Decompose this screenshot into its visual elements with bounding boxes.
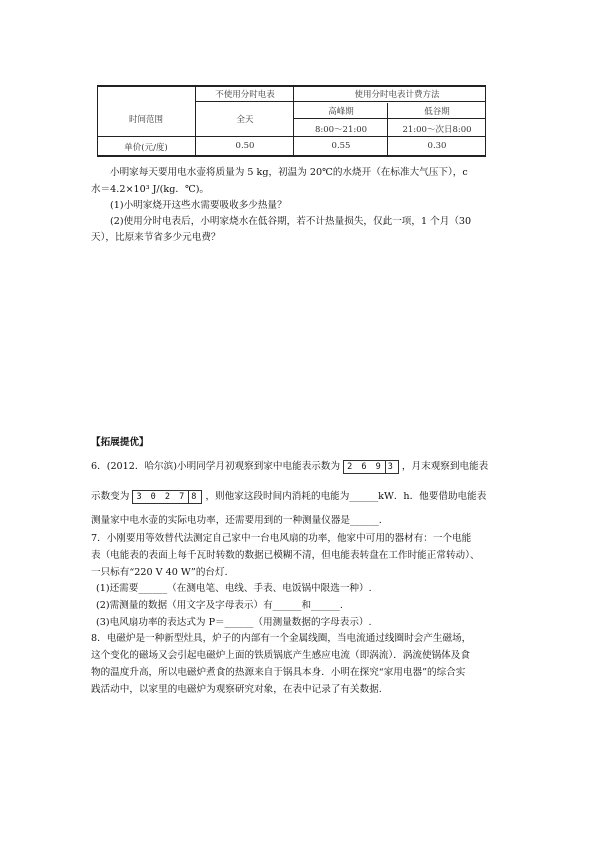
q5-sub1: (1)小明家烧开这些水需要吸收多少热量？ [110, 200, 287, 211]
table-hline-2 [97, 136, 486, 137]
pricing-table [97, 85, 486, 157]
q8-line4: 践活动中，以家里的电磁炉为观察研究对象，在表中记录了有关数据. [91, 684, 382, 695]
q5-sub2b: 天），比原来节省多少元电费？ [91, 232, 221, 243]
q6-text-c: 示数变为 [91, 491, 130, 502]
table-border-top [97, 85, 486, 87]
q8-line1: 8．电磁炉是一种新型灶具，炉子的内部有一个金属线圈，当电流通过线圈时会产生磁场， [91, 633, 472, 644]
row-price-peak: 0.55 [331, 141, 351, 151]
table-vline-3 [387, 103, 388, 157]
q7-sub3: (3)电风扇功率的表达式为 P＝______（用测量数据的字母表示）. [96, 617, 372, 628]
q7-line2: 表（电能表的表面上每千瓦时转数的数据已模糊不清，但电能表转盘在工作时能正常转动）、 [91, 550, 480, 561]
meter-reading-start [343, 460, 399, 474]
header-no-meter: 不使用分时电表 [215, 90, 275, 100]
table-border-bottom [97, 155, 486, 157]
table-hline-1b [293, 118, 486, 119]
q6-text-b: ，月末观察到电能表 [401, 461, 489, 472]
table-border-right [485, 85, 486, 157]
section-title: 【拓展提优】 [91, 437, 149, 448]
meter-start-digits: 2 6 9 [347, 461, 383, 472]
q6-line1 [91, 458, 488, 474]
table-vline-2 [293, 85, 294, 157]
q6-text-d: ，则他家这段时间内消耗的电能为______kW．h．他要借助电能表 [205, 491, 487, 502]
meter-end-digits: 3 0 2 7 [136, 491, 187, 502]
q7-line1: 7．小刚要用等效替代法测定自己家中一台电风扇的功率，他家中可用的器材有：一个电能 [91, 533, 472, 544]
row-time-valley: 21:00～次日8:00 [402, 125, 472, 135]
row-time-label: 时间范围 [128, 115, 163, 125]
meter-start-decimal: 3 [385, 461, 395, 473]
row-time-peak: 8:00～21:00 [314, 125, 368, 135]
q8-line3: 物的温度升高，所以电磁炉煮食的热源来自于锅具本身．小明在探究“家用电器”的综合实 [91, 667, 466, 678]
row-price-all: 0.50 [235, 141, 255, 151]
q7-sub1: (1)还需要______（在测电笔、电线、手表、电饭锅中限选一种）. [96, 583, 372, 594]
header-meter: 使用分时电表计费方法 [354, 90, 440, 100]
row-price-label: 单价(元/度) [124, 143, 168, 153]
meter-reading-end [132, 490, 202, 504]
q6-line2 [91, 488, 486, 504]
q5-line1: 小明家每天要用电水壶将质量为 5 kg，初温为 20℃的水烧开（在标准大气压下），c [110, 167, 468, 178]
header-peak: 高峰期 [328, 107, 354, 117]
table-hline-1 [195, 101, 486, 102]
meter-end-decimal: 8 [188, 491, 198, 503]
table-vline-1 [195, 85, 196, 157]
q5-line2: 水＝4.2×10³ J/(kg．℃)。 [91, 184, 210, 195]
header-valley: 低谷期 [424, 107, 450, 117]
q7-sub2: (2)需测量的数据（用文字及字母表示）有______和______. [96, 600, 343, 611]
q6-line3: 测量家中电水壶的实际电功率，还需要用到的一种测量仪器是______. [91, 515, 382, 526]
q6-text-a: 6．(2012．哈尔滨)小明同学月初观察到家中电能表示数为 [91, 461, 341, 472]
q8-line2: 这个变化的磁场又会引起电磁炉上面的铁质锅底产生感应电流（即涡流）．涡流使锅体及食 [91, 650, 470, 661]
row-time-all: 全天 [236, 115, 254, 125]
q7-line3: 一只标有“220 V 40 W”的台灯． [91, 567, 235, 578]
q5-sub2a: (2)使用分时电表后，小明家烧水在低谷期，若不计热量损失，仅此一项，1 个月（30 [110, 216, 472, 227]
row-price-valley: 0.30 [427, 141, 447, 151]
